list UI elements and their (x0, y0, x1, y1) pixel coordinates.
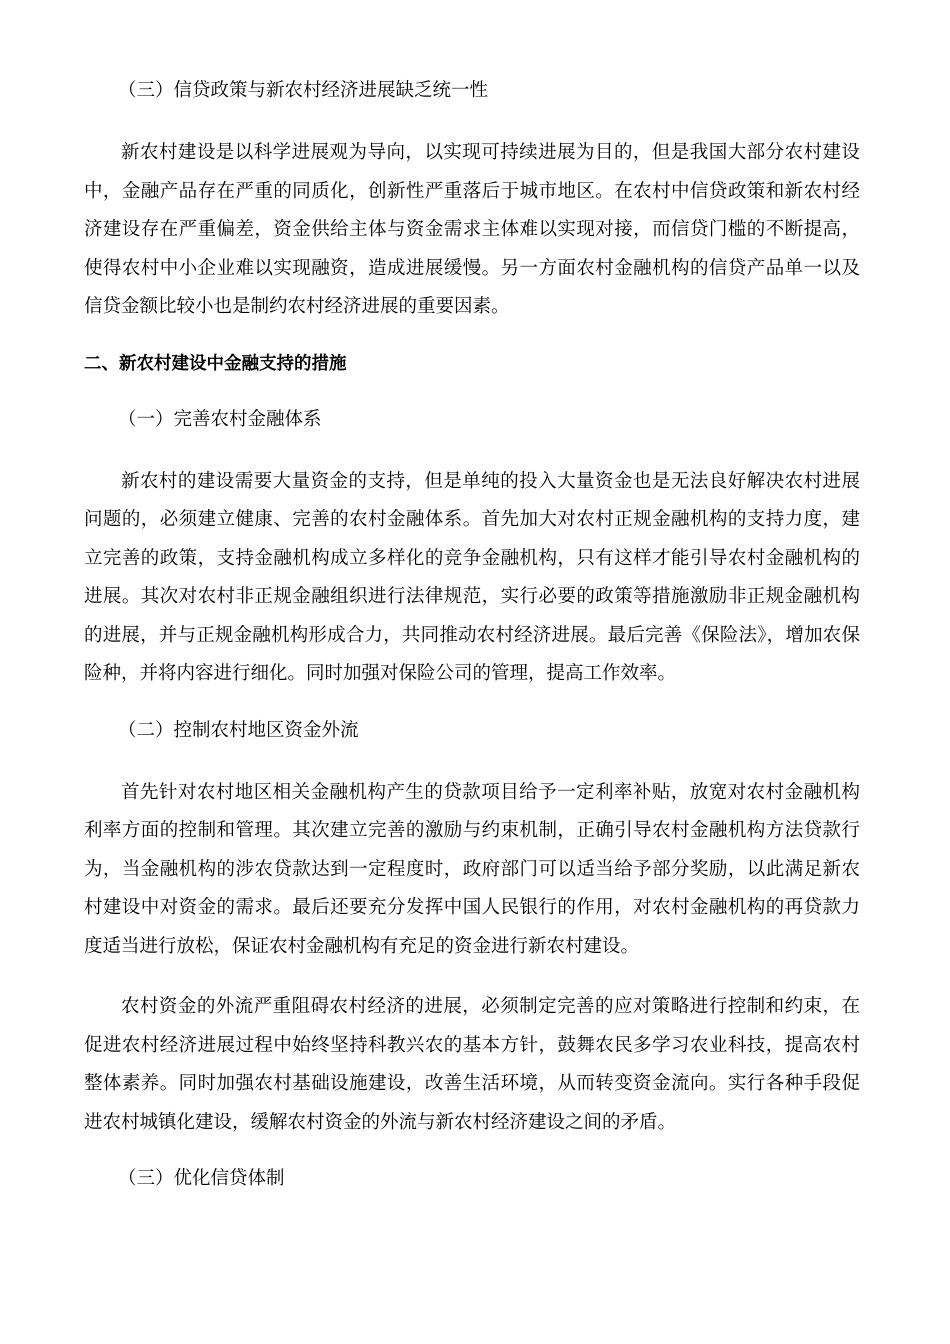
subsection-heading-optimize-credit: （三）优化信贷体制 (118, 1168, 285, 1189)
subsection-heading-control-outflow: （二）控制农村地区资金外流 (118, 719, 359, 741)
subsection-heading-credit-policy: （三）信贷政策与新农村经济进展缺乏统一性 (118, 80, 489, 101)
section-heading-financial-support: 二、新农村建设中金融支持的措施 (84, 353, 347, 374)
paragraph-improve-system: 新农村的建设需要大量资金的支持，但是单纯的投入大量资金也是无法良好解决农村进展问题的，必须建立健康、完善的农村金融体系。首先加大对农村正规金融机构的支持力度，建立完善的政策，支持金融机构成立多样化的竞争金融机构，只有这样才能引导农村金融机构的进展。其次对农村非正规金融组织进行法律规范，实行必要的政策等措施激励非正规金融机构的进展，并与正规金融机构形成合力，共同推动农村经济进展。最后完善《保险法》，增加农保险种，并将内容进行细化。同时加强对保险公司的管理，提高工作效率。 (84, 470, 860, 684)
paragraph-control-outflow-1: 首先针对农村地区相关金融机构产生的贷款项目给予一定利率补贴，放宽对农村金融机构利率方面的控制和管理。其次建立完善的激励与约束机制，正确引导农村金融机构方法贷款行为，当金融机构的涉农贷款达到一定程度时，政府部门可以适当给予部分奖励，以此满足新农村建设中对资金的需求。最后还要充分发挥中国人民银行的作用，对农村金融机构的再贷款力度适当进行放松，保证农村金融机构有充足的资金进行新农村建设。 (84, 781, 860, 957)
subsection-heading-improve-system: （一）完善农村金融体系 (118, 408, 322, 430)
paragraph-credit-policy: 新农村建设是以科学进展观为导向，以实现可持续进展为目的，但是我国大部分农村建设中，金融产品存在严重的同质化，创新性严重落后于城市地区。在农村中信贷政策和新农村经济建设存在严重偏差，资金供给主体与资金需求主体难以实现对接，而信贷门槛的不断提高，使得农村中小企业难以实现融资，造成进展缓慢。另一方面农村金融机构的信贷产品单一以及信贷金额比较小也是制约农村经济进展的重要因素。 (84, 142, 860, 317)
paragraph-control-outflow-2: 农村资金的外流严重阻碍农村经济的进展，必须制定完善的应对策略进行控制和约束，在促进农村经济进展过程中始终坚持科教兴农的基本方针，鼓舞农民多学习农业科技，提高农村整体素养。同时加强农村基础设施建设，改善生活环境，从而转变资金流向。实行各种手段促进农村城镇化建设，缓解农村资金的外流与新农村经济建设之间的矛盾。 (84, 996, 860, 1133)
